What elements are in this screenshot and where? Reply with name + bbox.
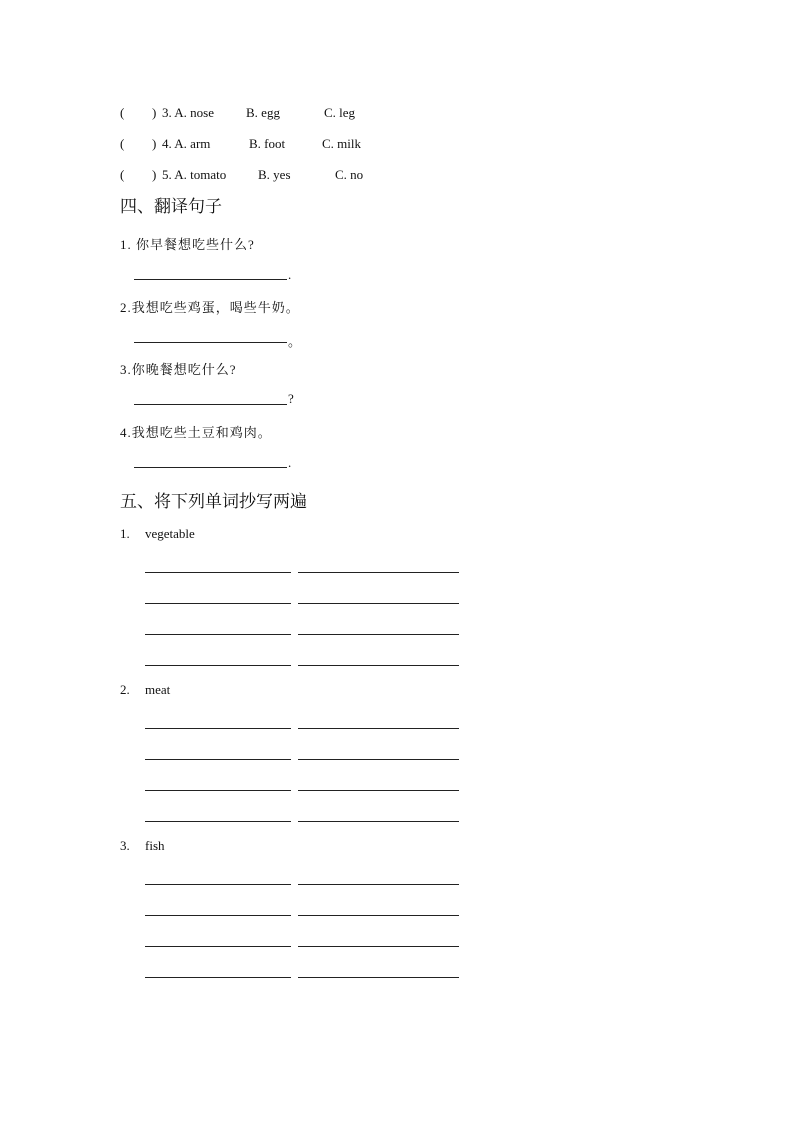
translate-prompt-3: 3.你晚餐想吃什么? <box>120 362 237 377</box>
open-paren: ( <box>120 167 125 182</box>
close-paren: ) <box>152 167 157 182</box>
copy-line[interactable] <box>298 759 459 760</box>
word-vegetable: vegetable <box>145 526 195 541</box>
answer-line-4[interactable] <box>134 467 287 468</box>
option-b: B. egg <box>246 105 280 120</box>
copy-line[interactable] <box>298 821 459 822</box>
option-a: 3. A. nose <box>162 105 214 120</box>
answer-line-2[interactable] <box>134 342 287 343</box>
answer-line-1[interactable] <box>134 279 287 280</box>
copy-line[interactable] <box>298 790 459 791</box>
option-c: C. leg <box>324 105 356 120</box>
copy-line[interactable] <box>298 728 459 729</box>
copy-line[interactable] <box>298 572 459 573</box>
copy-line[interactable] <box>145 915 291 916</box>
option-b: B. foot <box>249 136 286 151</box>
copy-line[interactable] <box>298 665 459 666</box>
copy-line[interactable] <box>145 821 291 822</box>
word-meat: meat <box>145 682 171 697</box>
option-c: C. no <box>335 167 364 182</box>
option-a: 4. A. arm <box>162 136 211 151</box>
option-b: B. yes <box>258 167 291 182</box>
answer-end-4: . <box>288 455 292 470</box>
section5-title: 五、将下列单词抄写两遍 <box>120 492 307 512</box>
copy-line[interactable] <box>298 946 459 947</box>
close-paren: ) <box>152 105 157 120</box>
word-number-1: 1. <box>120 526 130 541</box>
copy-line[interactable] <box>145 603 291 604</box>
open-paren: ( <box>120 105 125 120</box>
copy-line[interactable] <box>145 665 291 666</box>
copy-line[interactable] <box>298 634 459 635</box>
open-paren: ( <box>120 136 125 151</box>
option-a: 5. A. tomato <box>162 167 227 182</box>
word-number-2: 2. <box>120 682 130 697</box>
copy-line[interactable] <box>145 728 291 729</box>
word-fish: fish <box>145 838 165 853</box>
translate-prompt-2: 2.我想吃些鸡蛋，喝些牛奶。 <box>120 300 300 315</box>
copy-line[interactable] <box>145 884 291 885</box>
translate-prompt-4: 4.我想吃些土豆和鸡肉。 <box>120 425 272 440</box>
copy-line[interactable] <box>298 884 459 885</box>
copy-line[interactable] <box>145 634 291 635</box>
word-number-3: 3. <box>120 838 130 853</box>
copy-line[interactable] <box>145 572 291 573</box>
answer-line-3[interactable] <box>134 404 287 405</box>
copy-line[interactable] <box>145 790 291 791</box>
option-c: C. milk <box>322 136 362 151</box>
close-paren: ) <box>152 136 157 151</box>
section4-title: 四、翻译句子 <box>120 197 222 217</box>
answer-end-1: . <box>288 267 292 282</box>
copy-line[interactable] <box>298 915 459 916</box>
copy-line[interactable] <box>145 946 291 947</box>
copy-line[interactable] <box>298 603 459 604</box>
copy-line[interactable] <box>145 977 291 978</box>
translate-prompt-1: 1. 你早餐想吃些什么? <box>120 237 255 252</box>
answer-end-3: ? <box>288 391 294 406</box>
copy-line[interactable] <box>145 759 291 760</box>
copy-line[interactable] <box>298 977 459 978</box>
answer-end-2: 。 <box>288 334 302 349</box>
